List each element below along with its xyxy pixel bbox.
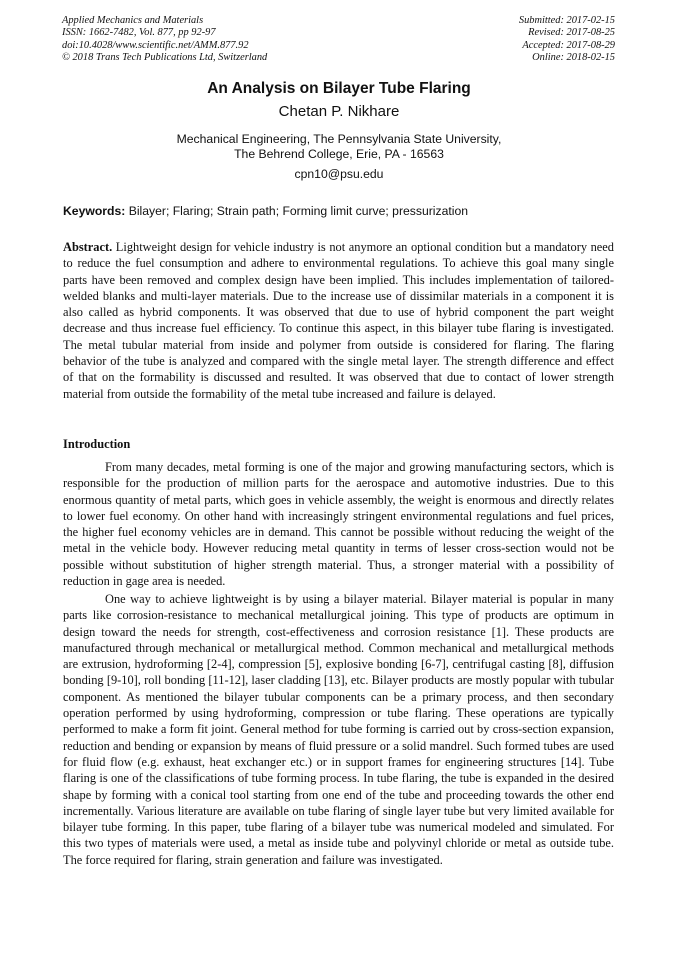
accepted-date: Accepted: 2017-08-29	[522, 39, 615, 51]
publication-dates	[519, 15, 615, 64]
keywords-list: Bilayer; Flaring; Strain path; Forming limit curve; pressurization	[125, 204, 469, 218]
section-heading-introduction: Introduction	[63, 437, 131, 451]
affiliation	[0, 132, 678, 162]
online-date: Online: 2018-02-15	[532, 51, 615, 63]
doi: doi:10.4028/www.scientific.net/AMM.877.92	[62, 39, 249, 51]
paper-title: An Analysis on Bilayer Tube Flaring	[207, 80, 471, 97]
introduction-paragraph-1: From many decades, metal forming is one of the major and growing manufacturing sectors, which is responsible for the production of million parts for the aerospace and automotive industries. Due to this enormous quantity of metal parts, which goes in vehicle assembly, the weight is enormous and directly relates to lower fuel economy. On other hand with increasingly stringent environmental regulations and fuel prices, the higher fuel economy vehicles are in demand. This cannot be possible without reducing the weight of the metal in the vehicle body. However reducing metal quantity in terms of lesser cross-section would not be possible without substitution of higher strength material. Thus, a stronger material with a possibility of reduction in gage area is needed.	[63, 460, 614, 589]
affiliation-line-1: Mechanical Engineering, The Pennsylvania State University,	[176, 132, 502, 146]
affiliation-line-2: The Behrend College, Erie, PA - 16563	[234, 147, 444, 161]
journal-info	[62, 15, 267, 64]
author-email: cpn10@psu.edu	[294, 167, 384, 181]
submitted-date: Submitted: 2017-02-15	[518, 15, 615, 26]
journal-name: Applied Mechanics and Materials	[62, 15, 204, 26]
revised-date: Revised: 2017-08-25	[528, 27, 615, 39]
abstract	[63, 239, 614, 402]
issn: ISSN: 1662-7482, Vol. 877, pp 92-97	[62, 27, 216, 39]
copyright: © 2018 Trans Tech Publications Ltd, Switzerland	[62, 51, 268, 63]
abstract-label: Abstract.	[63, 240, 113, 254]
introduction-paragraph-2: One way to achieve lightweight is by using a bilayer material. Bilayer material is popular in many parts like corrosion-resistance to mechanical metallurgical joining. This type of products are optimum in design toward the needs for strength, cost-effectiveness and corrosion resistance [1]. These products are manufactured through mechanical or metallurgical method. Common mechanical and metallurgical methods are extrusion, hydroforming [2-4], compression [5], explosive bonding [6-7], centrifugal casting [8], diffusion bonding [9-10], roll bonding [11-12], laser cladding [13], etc. Bilayer products are mostly popular with tubular component. As mentioned the bilayer tubular components can be a primary process, and then secondary operation performed by using hydroforming, compression or tube flaring. These operations are typically performed to make a form fit joint. General method for tube forming is carried out by cross-section expansion, reduction and bending or expansion by means of fluid pressure or a solid mandrel. Such formed tubes are used for fluid flow (e.g. exhaust, heat exchanger etc.) or in support frames for engineering structures [14]. Tube flaring is one of the classifications of tube forming process. In tube flaring, the tube is expanded in the desired shape by forming with a conical tool starting from one end of the tube and proceeding towards the other end incrementally. Various literature are available on tube flaring of single layer tube but very limited available for bilayer tube forming. In this paper, tube flaring of a bilayer tube was numerical modeled and simulated. For this two types of materials were used, a metal as inside tube and polyvinyl chloride or metal as outside tube. The force required for flaring, strain generation and failure was investigated.	[63, 592, 614, 867]
keywords	[63, 204, 623, 218]
author-name: Chetan P. Nikhare	[278, 103, 400, 120]
abstract-text: Lightweight design for vehicle industry is not anymore an optional condition but a mandatory need to reduce the fuel consumption and adhere to environmental regulations. To achieve this goal many single parts have been removed and complex design have been implied. This includes implementation of tailored-welded blanks and multi-layer materials. Due to the increase use of dissimilar materials in a component it is also called as hybrid components. It was observed that due to use of hybrid component the part weight decrease and thus increase fuel efficiency. To continue this aspect, in this bilayer tube flaring is investigated. The metal tubular material from inside and polymer from outside is considered for flaring. The flaring behavior of the tube is analyzed and compared with the single metal layer. The strength difference and effect of that on the formability is discussed and resulted. It was observed that due to contact of lower strength material from outside the formability of the metal tube increased and failure is delayed.	[63, 240, 614, 401]
keywords-label: Keywords:	[63, 204, 126, 218]
